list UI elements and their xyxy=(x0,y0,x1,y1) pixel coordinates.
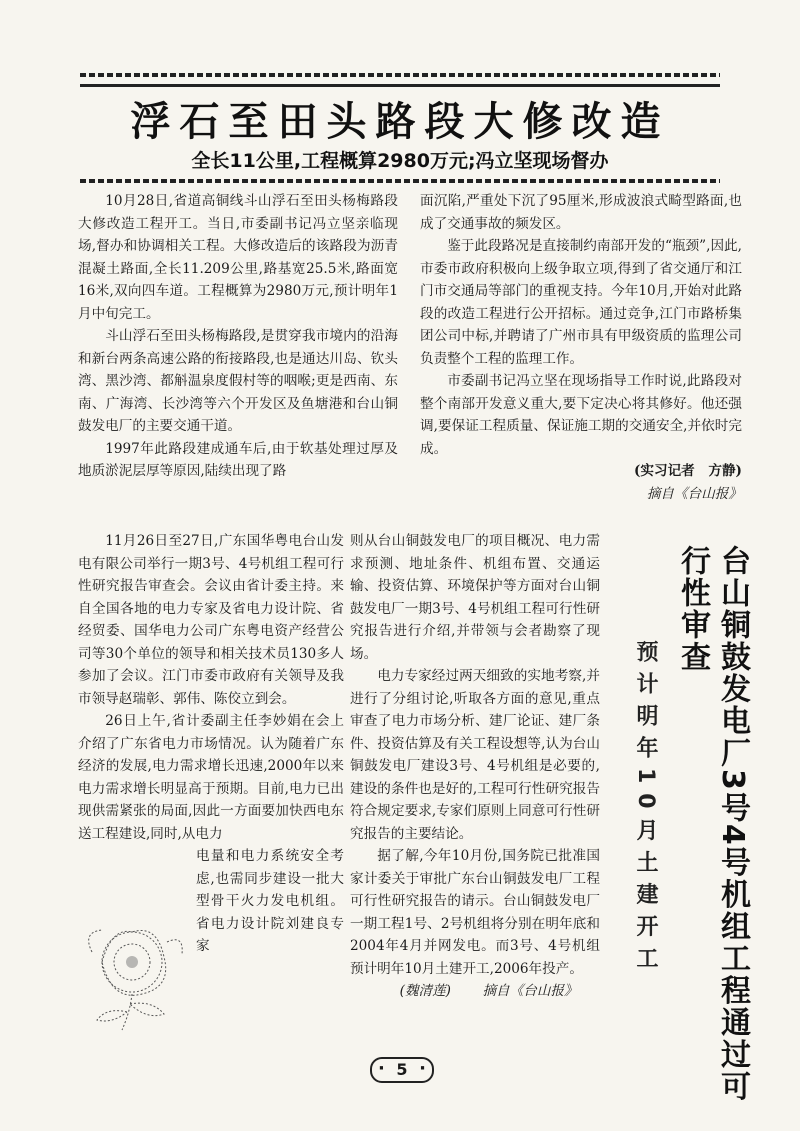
article1-paragraph: 面沉陷,严重处下沉了95厘米,形成波浪式畸型路面,也成了交通事故的频发区。 xyxy=(420,193,742,232)
article2-paragraph: 则从台山铜鼓发电厂的项目概况、电力需求预测、地址条件、机组布置、交通运输、投资估算、环境保护等方面对台山铜鼓发电厂一期3号、4号机组工程可行性研究报告进行介绍,并带领与会者勘察了现场。 xyxy=(350,533,600,662)
top-border xyxy=(80,70,720,80)
article1-source: 摘自《台山报》 xyxy=(646,485,742,502)
article2-paragraph: 据了解,今年10月份,国务院已批准国家计委关于审批广东台山铜鼓发电厂工程可行性研究报告的请示。台山铜鼓发电厂一期工程1号、2号机组将分别在明年底和2004年4月并网发电。而3号、4号机组预计明年10月土建开工,2006年投产。 xyxy=(350,848,600,977)
flower-illustration xyxy=(72,912,202,1032)
article2-column-1 xyxy=(78,530,344,958)
article1-paragraph: 1997年此路段建成通车后,由于软基处理过厚及地质淤泥层厚等原因,陆续出现了路 xyxy=(78,440,398,479)
article2-column-2 xyxy=(350,530,600,1003)
subtitle-border xyxy=(80,176,720,186)
article1-paragraph: 10月28日,省道高铜线斗山浮石至田头杨梅路段大修改造工程开工。当日,市委副书记冯立坚亲临现场,督办和协调相关工程。大修改造后的该路段为沥青混凝土路面,全长11.209公里,路基宽25.5米,路面宽16米,双向四车道。工程概算为2980万元,预计明年1月中旬完工。 xyxy=(78,193,398,322)
article2-byline: (魏清莲) xyxy=(399,983,451,999)
article1-byline: (实习记者 方静) xyxy=(633,463,742,479)
article2-subtitle: 预计明年10月土建开工 xyxy=(633,640,658,979)
top-rule xyxy=(80,84,720,87)
page-number: · 5 · xyxy=(370,1057,434,1083)
article2-paragraph: 11月26日至27日,广东国华粤电台山发电有限公司举行一期3号、4号机组工程可行性研究报告审查会。会议由省计委主持。来自全国各地的电力专家及省电力设计院、省经贸委、国华电力公司广东粤电资产经营公司等30个单位的领导和相关技术员130多人参加了会议。江门市委市政府有关领导及我市领导赵瑞彰、郭伟、陈佼立到会。 xyxy=(78,533,344,707)
article2-credit xyxy=(350,980,600,1003)
article2-paragraph: 电力专家经过两天细致的实地考察,并进行了分组讨论,听取各方面的意见,重点审查了电力市场分析、建厂论证、建厂条件、投资估算及有关工程设想等,认为台山铜鼓发电厂建设3号、4号机组是必要的,建设的条件也是好的,工程可行性研究报告符合规定要求,专家们原则上同意可行性研究报告的主要结论。 xyxy=(350,668,600,842)
article2-title: 台山铜鼓发电厂3号4号机组工程通过可行性审查 xyxy=(675,545,750,1103)
article2-source: 摘自《台山报》 xyxy=(482,983,578,999)
article1-column-2 xyxy=(420,190,742,505)
article2-paragraph-wrapped: 电量和电力系统安全考虑,也需同步建设一批大型骨干火力发电机组。省电力设计院刘建良专家 xyxy=(196,848,344,954)
article1-paragraph: 市委副书记冯立坚在现场指导工作时说,此路段对整个南部开发意义重大,要下定决心将其修好。他还强调,要保证工程质量、保证施工期的交通安全,并依时完成。 xyxy=(420,373,742,457)
article2-paragraph: 26日上午,省计委副主任李妙娟在会上介绍了广东省电力市场情况。认为随着广东经济的发展,电力需求增长迅速,2000年以来电力需求增长明显高于预期。目前,电力已出现供需紧张的局面,因此一方面要加快西电东送工程建设,同时,从电力 xyxy=(78,713,344,842)
article1-column-1 xyxy=(78,190,398,483)
article1-title: 浮石至田头路段大修改造 xyxy=(130,99,670,145)
article1-subtitle: 全长11公里,工程概算2980万元;冯立坚现场督办 xyxy=(191,150,609,172)
article1-paragraph: 斗山浮石至田头杨梅路段,是贯穿我市境内的沿海和新台两条高速公路的衔接路段,也是通达川岛、钦头湾、黑沙湾、都斛温泉度假村等的咽喉;更是西南、东南、广海湾、长沙湾等六个开发区及鱼塘港和台山铜鼓发电厂的主要交通干道。 xyxy=(78,328,398,434)
article1-paragraph: 鉴于此段路况是直接制约南部开发的“瓶颈”,因此,市委市政府积极向上级争取立项,得到了省交通厅和江门市交通局等部门的重视支持。今年10月,开始对此路段的改造工程进行公开招标。通过竞争,江门市路桥集团公司中标,并聘请了广州市具有甲级资质的监理公司负责整个工程的监理工作。 xyxy=(420,238,742,367)
